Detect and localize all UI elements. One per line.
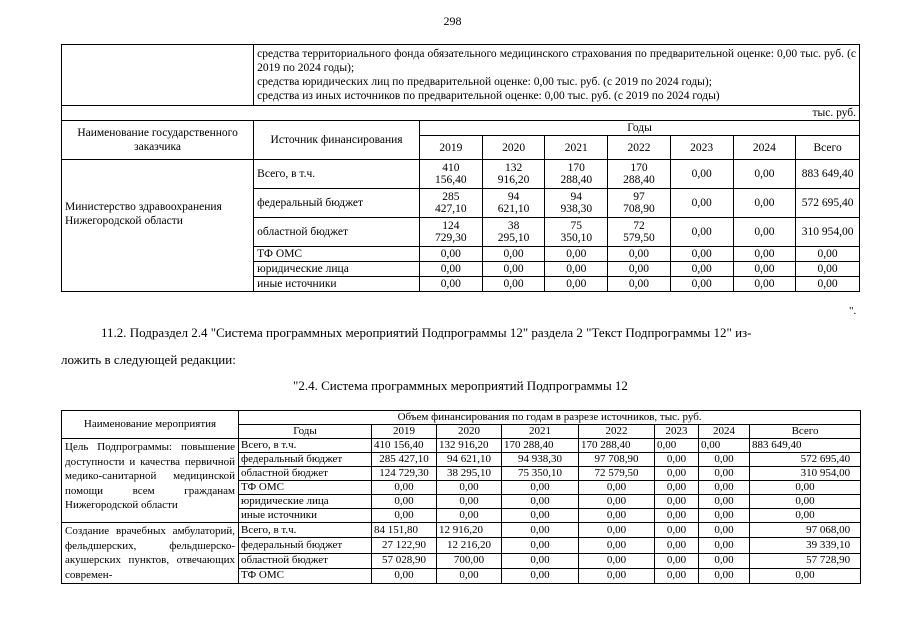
header-years: Годы xyxy=(239,425,372,439)
value-cell: 0,00 xyxy=(750,495,861,509)
program-table xyxy=(61,410,861,584)
value-cell: 410 156,40 xyxy=(372,439,437,453)
value-cell: 0,00 xyxy=(733,262,796,277)
value-cell: 0,00 xyxy=(750,568,861,583)
value-cell: 0,00 xyxy=(655,538,699,553)
source-cell: областной бюджет xyxy=(254,218,420,247)
value-cell: 0,00 xyxy=(372,481,437,495)
event-name: Создание врачебных амбулаторий, фельдшерских, фельдшерско-акушерских пунктов, отвечающих современ- xyxy=(62,523,239,584)
header-volume: Объем финансирования по годам в разрезе источников, тыс. руб. xyxy=(239,411,861,425)
value-cell: 0,00 xyxy=(608,247,671,262)
value-cell: 0,00 xyxy=(545,247,608,262)
value-cell: 94 938,30 xyxy=(502,453,579,467)
year-cell: 2024 xyxy=(699,425,750,439)
year-cell: 2022 xyxy=(608,136,671,160)
value-cell: 0,00 xyxy=(608,262,671,277)
value-cell: 0,00 xyxy=(655,495,699,509)
unit-label: тыс. руб. xyxy=(62,106,860,121)
funding-note: средства из иных источников по предварительной оценке: 0,00 тыс. руб. (с 2019 по 2024 годы) xyxy=(257,90,720,102)
value-cell: 0,00 xyxy=(420,247,483,262)
source-cell: ТФ ОМС xyxy=(239,481,372,495)
value-cell: 0,00 xyxy=(655,481,699,495)
value-cell: 0,00 xyxy=(670,262,733,277)
year-cell: 2020 xyxy=(437,425,502,439)
value-cell: 39 339,10 xyxy=(750,538,861,553)
closing-quote: ". xyxy=(849,305,857,317)
table-row xyxy=(62,439,861,453)
value-cell: 0,00 xyxy=(733,160,796,189)
value-cell: 0,00 xyxy=(670,218,733,247)
section-heading: "2.4. Система программных мероприятий Подпрограммы 12 xyxy=(293,378,628,393)
value-cell: 572 695,40 xyxy=(796,189,860,218)
value-cell: 75 350,10 xyxy=(502,467,579,481)
source-cell: юридические лица xyxy=(239,495,372,509)
value-cell: 132 916,20 xyxy=(437,439,502,453)
value-cell: 0,00 xyxy=(579,523,655,538)
source-cell: иные источники xyxy=(239,509,372,523)
value-cell: 0,00 xyxy=(579,495,655,509)
value-cell: 0,00 xyxy=(502,523,579,538)
value-cell: 0,00 xyxy=(655,467,699,481)
value-cell: 27 122,90 xyxy=(372,538,437,553)
source-cell: Всего, в т.ч. xyxy=(239,523,372,538)
value-cell: 0,00 xyxy=(482,262,545,277)
value-cell: 0,00 xyxy=(670,160,733,189)
value-cell: 0,00 xyxy=(372,495,437,509)
source-cell: областной бюджет xyxy=(239,467,372,481)
value-cell: 124 729,30 xyxy=(420,218,483,247)
value-cell: 0,00 xyxy=(750,481,861,495)
value-cell: 0,00 xyxy=(796,262,860,277)
table-row xyxy=(62,160,860,189)
value-cell: 0,00 xyxy=(699,481,750,495)
value-cell: 97 708,90 xyxy=(608,189,671,218)
header-source: Источник финансирования xyxy=(254,121,420,160)
value-cell: 285 427,10 xyxy=(420,189,483,218)
value-cell: 410 156,40 xyxy=(420,160,483,189)
year-cell: 2023 xyxy=(670,136,733,160)
year-cell: 2023 xyxy=(655,425,699,439)
value-cell: 0,00 xyxy=(699,568,750,583)
value-cell: 0,00 xyxy=(655,523,699,538)
source-cell: ТФ ОМС xyxy=(254,247,420,262)
value-cell: 0,00 xyxy=(502,568,579,583)
value-cell: 38 295,10 xyxy=(482,218,545,247)
value-cell: 124 729,30 xyxy=(372,467,437,481)
value-cell: 0,00 xyxy=(372,568,437,583)
value-cell: 0,00 xyxy=(482,247,545,262)
value-cell: 0,00 xyxy=(372,509,437,523)
value-cell: 0,00 xyxy=(670,277,733,292)
value-cell: 0,00 xyxy=(502,495,579,509)
value-cell: 170 288,40 xyxy=(608,160,671,189)
funding-note: средства территориального фонда обязательного медицинского страхования по предварительной оценке: 0,00 тыс. руб. (с 2019 по 2024 годы); xyxy=(257,48,856,74)
value-cell: 0,00 xyxy=(502,553,579,568)
table-row xyxy=(62,523,861,538)
paragraph-line: ложить в следующей редакции: xyxy=(61,352,236,367)
value-cell: 572 695,40 xyxy=(750,453,861,467)
value-cell: 38 295,10 xyxy=(437,467,502,481)
year-cell: Всего xyxy=(796,136,860,160)
value-cell: 310 954,00 xyxy=(750,467,861,481)
value-cell: 0,00 xyxy=(437,509,502,523)
value-cell: 0,00 xyxy=(699,553,750,568)
value-cell: 700,00 xyxy=(437,553,502,568)
year-cell: 2019 xyxy=(372,425,437,439)
value-cell: 0,00 xyxy=(733,277,796,292)
funding-notes-row xyxy=(62,45,860,106)
value-cell: 883 649,40 xyxy=(750,439,861,453)
value-cell: 0,00 xyxy=(545,277,608,292)
unit-row xyxy=(62,106,860,121)
source-cell: иные источники xyxy=(254,277,420,292)
year-cell: 2024 xyxy=(733,136,796,160)
value-cell: 0,00 xyxy=(699,495,750,509)
year-cell: Всего xyxy=(750,425,861,439)
value-cell: 132 916,20 xyxy=(482,160,545,189)
value-cell: 0,00 xyxy=(796,247,860,262)
source-cell: федеральный бюджет xyxy=(239,453,372,467)
source-cell: Всего, в т.ч. xyxy=(254,160,420,189)
value-cell: 0,00 xyxy=(733,247,796,262)
value-cell: 285 427,10 xyxy=(372,453,437,467)
source-cell: федеральный бюджет xyxy=(254,189,420,218)
value-cell: 0,00 xyxy=(420,262,483,277)
value-cell: 0,00 xyxy=(579,568,655,583)
amendment-paragraph xyxy=(61,325,860,368)
value-cell: 0,00 xyxy=(502,509,579,523)
value-cell: 0,00 xyxy=(579,509,655,523)
year-cell: 2021 xyxy=(545,136,608,160)
value-cell: 0,00 xyxy=(579,538,655,553)
value-cell: 0,00 xyxy=(502,481,579,495)
empty-cell xyxy=(62,45,254,106)
value-cell: 170 288,40 xyxy=(502,439,579,453)
header-years: Годы xyxy=(420,121,860,136)
customer-name: Министерство здравоохранения Нижегородской области xyxy=(62,160,254,292)
value-cell: 0,00 xyxy=(437,568,502,583)
value-cell: 0,00 xyxy=(482,277,545,292)
funding-note: средства юридических лиц по предварительной оценке: 0,00 тыс. руб. (с 2019 по 2024 годы); xyxy=(257,76,712,88)
value-cell: 170 288,40 xyxy=(579,439,655,453)
value-cell: 0,00 xyxy=(655,453,699,467)
value-cell: 0,00 xyxy=(502,538,579,553)
value-cell: 0,00 xyxy=(545,262,608,277)
value-cell: 0,00 xyxy=(699,523,750,538)
year-cell: 2021 xyxy=(502,425,579,439)
value-cell: 0,00 xyxy=(437,495,502,509)
value-cell: 84 151,80 xyxy=(372,523,437,538)
value-cell: 883 649,40 xyxy=(796,160,860,189)
paragraph-line: 11.2. Подраздел 2.4 "Система программных мероприятий Подпрограммы 12" раздела 2 "Текст Подпрограммы 12" из- xyxy=(101,325,752,340)
value-cell: 0,00 xyxy=(420,277,483,292)
year-cell: 2020 xyxy=(482,136,545,160)
year-cell: 2022 xyxy=(579,425,655,439)
value-cell: 0,00 xyxy=(699,538,750,553)
source-cell: ТФ ОМС xyxy=(239,568,372,583)
header-row xyxy=(62,411,861,425)
value-cell: 12 216,20 xyxy=(437,538,502,553)
value-cell: 72 579,50 xyxy=(579,467,655,481)
value-cell: 0,00 xyxy=(670,189,733,218)
value-cell: 0,00 xyxy=(437,481,502,495)
value-cell: 0,00 xyxy=(655,553,699,568)
header-event: Наименование мероприятия xyxy=(62,411,239,439)
value-cell: 0,00 xyxy=(750,509,861,523)
value-cell: 310 954,00 xyxy=(796,218,860,247)
funding-table xyxy=(61,44,860,292)
value-cell: 0,00 xyxy=(699,439,750,453)
value-cell: 94 621,10 xyxy=(437,453,502,467)
value-cell: 0,00 xyxy=(579,481,655,495)
source-cell: федеральный бюджет xyxy=(239,538,372,553)
year-cell: 2019 xyxy=(420,136,483,160)
value-cell: 0,00 xyxy=(796,277,860,292)
header-customer: Наименование государственного заказчика xyxy=(62,121,254,160)
value-cell: 0,00 xyxy=(579,553,655,568)
value-cell: 0,00 xyxy=(655,568,699,583)
value-cell: 0,00 xyxy=(699,467,750,481)
source-cell: областной бюджет xyxy=(239,553,372,568)
value-cell: 170 288,40 xyxy=(545,160,608,189)
value-cell: 97 708,90 xyxy=(579,453,655,467)
header-row xyxy=(62,121,860,136)
value-cell: 57 728,90 xyxy=(750,553,861,568)
source-cell: юридические лица xyxy=(254,262,420,277)
value-cell: 94 621,10 xyxy=(482,189,545,218)
value-cell: 97 068,00 xyxy=(750,523,861,538)
value-cell: 12 916,20 xyxy=(437,523,502,538)
value-cell: 0,00 xyxy=(608,277,671,292)
value-cell: 0,00 xyxy=(699,453,750,467)
value-cell: 0,00 xyxy=(655,439,699,453)
funding-notes xyxy=(254,45,860,106)
event-name: Цель Подпрограммы: повышение доступности и качества первичной медико-санитарной медицинской помощи всем гражданам Нижегородской области xyxy=(62,439,239,523)
source-cell: Всего, в т.ч. xyxy=(239,439,372,453)
value-cell: 0,00 xyxy=(670,247,733,262)
value-cell: 94 938,30 xyxy=(545,189,608,218)
value-cell: 75 350,10 xyxy=(545,218,608,247)
value-cell: 0,00 xyxy=(655,509,699,523)
value-cell: 0,00 xyxy=(733,189,796,218)
value-cell: 72 579,50 xyxy=(608,218,671,247)
value-cell: 0,00 xyxy=(733,218,796,247)
value-cell: 0,00 xyxy=(699,509,750,523)
page-number: 298 xyxy=(443,14,462,28)
value-cell: 57 028,90 xyxy=(372,553,437,568)
